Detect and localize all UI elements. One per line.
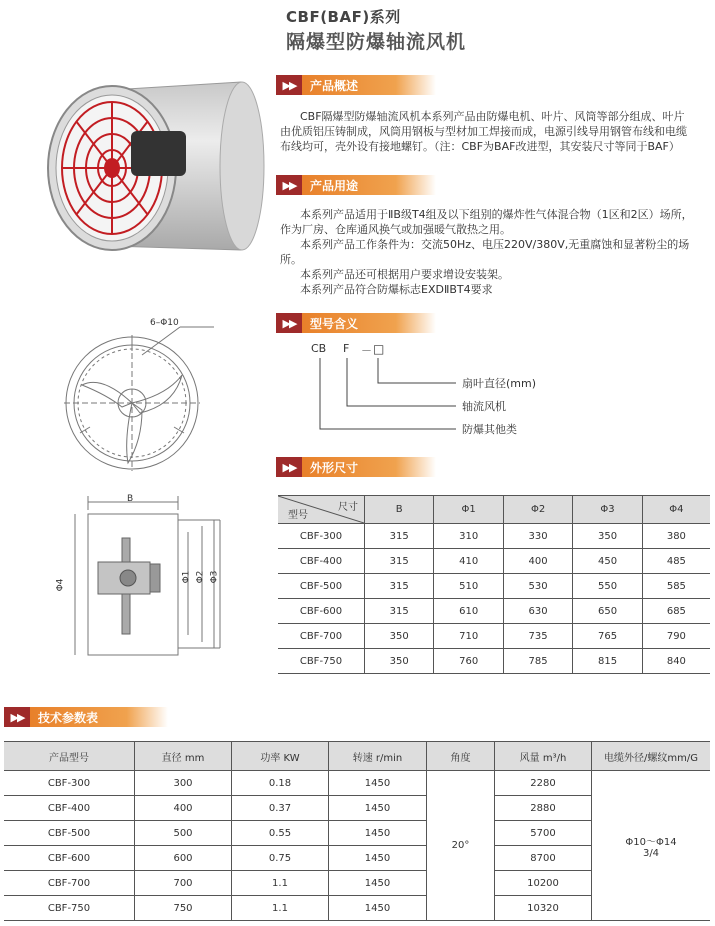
dim-cell: 315: [365, 524, 434, 549]
fan-photo: [36, 76, 268, 262]
cable-size: Φ10～Φ14: [625, 836, 677, 848]
dims-title: 外形尺寸: [302, 457, 436, 477]
dim-cell: 650: [573, 599, 642, 624]
dim-phi2-label: Φ2: [195, 570, 206, 584]
tech-header: 电缆外径/螺纹mm/G: [592, 742, 711, 771]
dim-cell: 310: [434, 524, 503, 549]
dim-cell: 710: [434, 624, 503, 649]
section-usage: [276, 175, 436, 195]
front-view-drawing: [62, 315, 222, 475]
table-row: [278, 624, 710, 649]
dim-cell: 400: [503, 549, 572, 574]
table-row: [4, 771, 710, 796]
tech-cell: CBF-300: [4, 771, 135, 796]
tech-cell: 8700: [495, 846, 592, 871]
dim-cell: 585: [642, 574, 710, 599]
usage-text: 本系列产品适用于ⅡB级T4组及以下组别的爆炸性气体混合物（1区和2区）场所， 作为厂房、仓库通风换气或加强暖气散热之用。 本系列产品工作条件为：交流50Hz、电压220V/380V,无重腐蚀和显著粉尘的场 所。 本系列产品还可根据用户要求增设安装架。 本系列产品符合防爆标志EXDⅡBT4要求: [280, 208, 693, 296]
dim-cell: 760: [434, 649, 503, 674]
tech-cell: CBF-600: [4, 846, 135, 871]
tech-header: 直径 mm: [135, 742, 232, 771]
tech-cell: CBF-400: [4, 796, 135, 821]
double-arrow-icon: ▶▶: [4, 707, 30, 727]
dim-cell: 610: [434, 599, 503, 624]
dim-cell: 485: [642, 549, 710, 574]
meaning-axial: 轴流风机: [462, 400, 506, 413]
dim-cell: 840: [642, 649, 710, 674]
tech-header: 功率 KW: [232, 742, 329, 771]
section-overview: [276, 75, 436, 95]
tech-cell: 2280: [495, 771, 592, 796]
dim-cell: 350: [573, 524, 642, 549]
tech-header: 角度: [427, 742, 495, 771]
double-arrow-icon: ▶▶: [276, 457, 302, 477]
table-row: [278, 574, 710, 599]
dim-cell: 315: [365, 599, 434, 624]
dim-cell: CBF-300: [278, 524, 365, 549]
usage-title: 产品用途: [302, 175, 436, 195]
table-row: [278, 549, 710, 574]
tech-cell: 1450: [329, 871, 427, 896]
model-leader-lines: [300, 356, 460, 436]
dim-cell: 530: [503, 574, 572, 599]
dim-cell: 330: [503, 524, 572, 549]
dim-cell: 785: [503, 649, 572, 674]
holes-label: 6–Φ10: [150, 318, 179, 328]
tech-cell: 1450: [329, 846, 427, 871]
dim-phi3-label: Φ3: [209, 570, 220, 584]
meaning-explosion: 防爆其他类: [462, 423, 517, 436]
dim-cell: 315: [365, 574, 434, 599]
angle-cell: 20°: [427, 771, 495, 921]
dim-cell: 315: [365, 549, 434, 574]
dim-cell: CBF-500: [278, 574, 365, 599]
model-code-f: F: [343, 342, 350, 355]
thread-size: 3/4: [642, 847, 660, 859]
tech-cell: 600: [135, 846, 232, 871]
dim-cell: 815: [573, 649, 642, 674]
meaning-diameter: 扇叶直径(mm): [462, 377, 537, 390]
overview-text: CBF隔爆型防爆轴流风机本系列产品由防爆电机、叶片、风筒等部分组成、叶片 由优质铝压铸制成，风筒用钢板与型材加工焊接而成，电源引线导用钢管布线和电缆 布线均可，壳外设有接地螺钉。（注：CBF为BAF改进型，其安装尺寸等同于BAF）: [280, 110, 687, 153]
tech-cell: CBF-500: [4, 821, 135, 846]
tech-cell: 1.1: [232, 896, 329, 921]
dimension-table: [278, 495, 710, 674]
dim-header: Φ2: [503, 496, 572, 524]
tech-cell: 700: [135, 871, 232, 896]
model-code-box: □: [373, 342, 385, 356]
dim-b-label: B: [127, 494, 134, 504]
table-row: [278, 649, 710, 674]
dim-cell: CBF-700: [278, 624, 365, 649]
cable-cell: [592, 771, 711, 921]
dim-cell: CBF-750: [278, 649, 365, 674]
dim-cell: 380: [642, 524, 710, 549]
dim-cell: 790: [642, 624, 710, 649]
dim-cell: 765: [573, 624, 642, 649]
dim-header: Φ4: [642, 496, 710, 524]
tech-cell: 750: [135, 896, 232, 921]
tech-cell: 1450: [329, 896, 427, 921]
tech-cell: 300: [135, 771, 232, 796]
dim-cell: 630: [503, 599, 572, 624]
tech-cell: 0.55: [232, 821, 329, 846]
dim-header: B: [365, 496, 434, 524]
dim-cell: 350: [365, 624, 434, 649]
tech-cell: 1450: [329, 821, 427, 846]
section-dims: [276, 457, 436, 477]
model-code-cb: CB: [311, 342, 327, 355]
tech-cell: CBF-750: [4, 896, 135, 921]
dim-cell: 450: [573, 549, 642, 574]
tech-cell: 10200: [495, 871, 592, 896]
tech-cell: 5700: [495, 821, 592, 846]
tech-cell: 0.37: [232, 796, 329, 821]
tech-title: 技术参数表: [30, 707, 168, 727]
overview-title: 产品概述: [302, 75, 436, 95]
dim-corner-cell: 尺寸 型号: [278, 496, 365, 524]
tech-cell: 0.18: [232, 771, 329, 796]
double-arrow-icon: ▶▶: [276, 75, 302, 95]
section-model: [276, 313, 436, 333]
dim-cell: CBF-600: [278, 599, 365, 624]
dim-cell: 685: [642, 599, 710, 624]
tech-cell: 400: [135, 796, 232, 821]
double-arrow-icon: ▶▶: [276, 313, 302, 333]
tech-header: 产品型号: [4, 742, 135, 771]
dim-cell: 350: [365, 649, 434, 674]
dim-phi1-label: Φ1: [181, 570, 192, 584]
dim-header: Φ1: [434, 496, 503, 524]
tech-cell: 1450: [329, 796, 427, 821]
tech-header: 转速 r/min: [329, 742, 427, 771]
series-title: CBF(BAF)系列: [286, 8, 401, 26]
tech-cell: 1.1: [232, 871, 329, 896]
table-row: [278, 599, 710, 624]
section-tech: [4, 707, 168, 727]
tech-cell: 1450: [329, 771, 427, 796]
tech-header: 风量 m³/h: [495, 742, 592, 771]
tech-cell: CBF-700: [4, 871, 135, 896]
tech-cell: 10320: [495, 896, 592, 921]
tech-table: [4, 741, 710, 921]
tech-cell: 500: [135, 821, 232, 846]
double-arrow-icon: ▶▶: [276, 175, 302, 195]
model-title: 型号含义: [302, 313, 436, 333]
model-code-dash: －: [361, 344, 372, 357]
dim-cell: 735: [503, 624, 572, 649]
table-row: [278, 524, 710, 549]
product-name: 隔爆型防爆轴流风机: [286, 31, 467, 53]
dim-cell: CBF-400: [278, 549, 365, 574]
dim-cell: 510: [434, 574, 503, 599]
dim-cell: 410: [434, 549, 503, 574]
dim-header: Φ3: [573, 496, 642, 524]
tech-cell: 0.75: [232, 846, 329, 871]
dim-phi4-label: Φ4: [55, 578, 66, 592]
dim-cell: 550: [573, 574, 642, 599]
tech-cell: 2880: [495, 796, 592, 821]
